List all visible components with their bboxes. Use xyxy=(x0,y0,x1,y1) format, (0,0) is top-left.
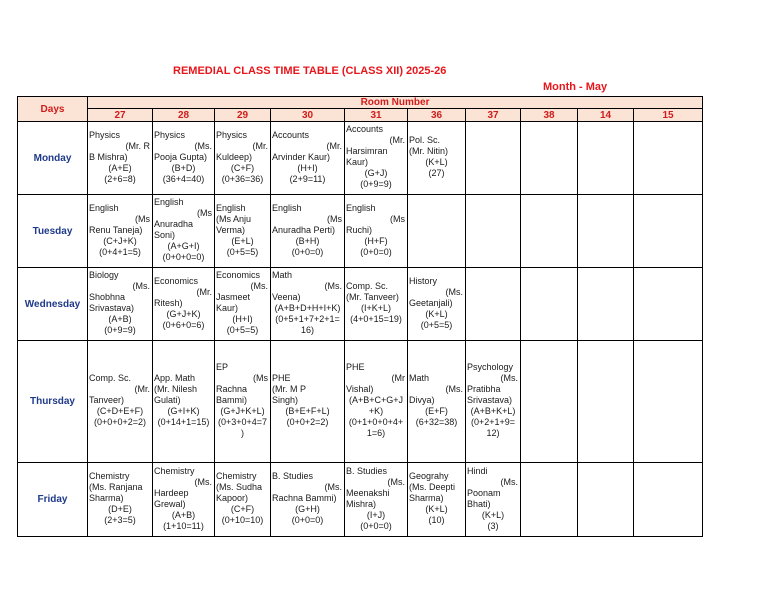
slot-line: (G+H) xyxy=(295,504,320,514)
slot-line: Pol. Sc. xyxy=(409,135,441,145)
slot-line: Divya) xyxy=(409,395,435,405)
slot-line: (Mr. xyxy=(134,384,150,394)
slot-line: English xyxy=(346,203,376,213)
slot-line: Harsimran xyxy=(346,146,388,156)
slot-line: (0+5=5) xyxy=(226,247,259,257)
slot-thursday-room-29 xyxy=(215,341,271,463)
slot-line: (C+F) xyxy=(230,504,255,514)
slot-wednesday-room-29 xyxy=(215,268,271,341)
slot-line: (A+E) xyxy=(108,163,132,173)
row-thursday xyxy=(18,341,703,463)
slot-line: (0+5=5) xyxy=(226,325,259,335)
slot-line: Geetanjali) xyxy=(409,298,453,308)
slot-line: B Mishra) xyxy=(89,152,128,162)
slot-line: (0+9=9) xyxy=(104,325,136,335)
slot-line: (2+6=8) xyxy=(104,174,136,184)
slot-line: B. Studies xyxy=(346,466,388,476)
slot-line: (Ms. xyxy=(250,281,268,291)
room-number-28: 28 xyxy=(153,109,215,122)
slot-line: History xyxy=(409,276,438,286)
slot-line: (Ms. xyxy=(500,477,518,487)
slot-thursday-room-15 xyxy=(634,341,703,463)
slot-line: (Ms. xyxy=(387,477,405,487)
slot-line: Veena) xyxy=(272,292,301,302)
slot-line: (B+E+F+L) xyxy=(285,406,330,416)
slot-friday-room-27 xyxy=(88,463,153,537)
room-number-37: 37 xyxy=(466,109,521,122)
day-thursday: Thursday xyxy=(18,341,88,463)
row-tuesday xyxy=(18,195,703,268)
slot-line: PHE xyxy=(272,373,291,383)
slot-wednesday-room-31 xyxy=(345,268,408,341)
slot-line: Bammi) xyxy=(216,395,247,405)
slot-monday-room-30 xyxy=(271,122,345,195)
slot-line: (A+B) xyxy=(108,314,132,324)
slot-line: (C+F) xyxy=(230,163,255,173)
slot-line: Rachna Bammi) xyxy=(272,493,337,503)
slot-line: (Mr. xyxy=(196,287,212,297)
slot-line: (4+0+15=19) xyxy=(350,314,402,324)
slot-monday-room-14 xyxy=(578,122,634,195)
slot-line: Psychology xyxy=(467,362,514,372)
slot-line: Anuradha xyxy=(154,219,194,229)
slot-line: (Mr. Tanveer) xyxy=(346,292,399,302)
days-header: Days xyxy=(18,97,88,122)
slot-line: Anuradha Perti) xyxy=(272,225,336,235)
slot-line: (Ms. xyxy=(324,482,342,492)
slot-thursday-room-36 xyxy=(408,341,466,463)
slot-line: (E+F) xyxy=(425,406,448,416)
slot-line: Hindi xyxy=(467,466,488,476)
slot-line: (0+6+0=6) xyxy=(162,320,205,330)
slot-line: (0+0+2=2) xyxy=(286,417,329,427)
slot-line: (Mr. xyxy=(252,141,268,151)
slot-line: Economics xyxy=(154,276,199,286)
slot-line: (B+H) xyxy=(295,236,320,246)
slot-friday-room-38 xyxy=(521,463,578,537)
slot-line: Math xyxy=(272,270,293,280)
slot-line: Biology xyxy=(89,270,119,280)
slot-line: Poonam xyxy=(467,488,501,498)
slot-line: B. Studies xyxy=(272,471,314,481)
slot-wednesday-room-15 xyxy=(634,268,703,341)
slot-line: 1=6) xyxy=(366,428,386,438)
slot-line: Tanveer) xyxy=(89,395,125,405)
slot-thursday-room-37 xyxy=(466,341,521,463)
slot-tuesday-room-28 xyxy=(153,195,215,268)
month-label: Month - May xyxy=(543,81,608,93)
slot-monday-room-29 xyxy=(215,122,271,195)
slot-line: Comp. Sc. xyxy=(346,281,389,291)
slot-line: (H+I) xyxy=(232,314,253,324)
slot-line: (0+10=10) xyxy=(221,515,264,525)
slot-line: English xyxy=(216,203,246,213)
slot-line: (Mr. Nilesh xyxy=(154,384,198,394)
slot-line: Srivastava) xyxy=(89,303,135,313)
slot-tuesday-room-37 xyxy=(466,195,521,268)
slot-line: (Ms xyxy=(390,214,405,224)
day-tuesday: Tuesday xyxy=(18,195,88,268)
slot-line: (Mr xyxy=(391,373,405,383)
slot-friday-room-29 xyxy=(215,463,271,537)
slot-monday-room-38 xyxy=(521,122,578,195)
slot-line: +K) xyxy=(368,406,384,416)
slot-line: Physics xyxy=(154,130,186,140)
slot-line: (D+E) xyxy=(108,504,132,514)
slot-line: (0+36=36) xyxy=(221,174,264,184)
slot-line: Hardeep xyxy=(154,488,189,498)
slot-line: (6+32=38) xyxy=(415,417,458,427)
slot-line: Geograhy xyxy=(409,471,449,481)
slot-line: (G+J+K) xyxy=(166,309,201,319)
slot-thursday-room-38 xyxy=(521,341,578,463)
slot-line: (Ms xyxy=(135,214,150,224)
slot-tuesday-room-31 xyxy=(345,195,408,268)
slot-friday-room-28 xyxy=(153,463,215,537)
slot-line: Accounts xyxy=(272,130,310,140)
slot-line: App. Math xyxy=(154,373,196,383)
slot-line: (3) xyxy=(487,521,499,531)
slot-line: (0+4+1=5) xyxy=(99,247,141,257)
slot-wednesday-room-27 xyxy=(88,268,153,341)
slot-line: (Ms. xyxy=(445,384,463,394)
slot-thursday-room-14 xyxy=(578,341,634,463)
slot-line: (Ms xyxy=(253,373,268,383)
slot-line: (0+3+0+4=7 xyxy=(217,417,268,427)
slot-line: Chemistry xyxy=(89,471,130,481)
slot-line: (0+9=9) xyxy=(360,179,392,189)
room-number-header: Room Number xyxy=(88,97,703,109)
slot-line: Kaur) xyxy=(216,303,239,313)
slot-line: (Ms xyxy=(197,208,212,218)
slot-wednesday-room-30 xyxy=(271,268,345,341)
slot-line: (A+B+C+G+J xyxy=(348,395,404,405)
room-number-36: 36 xyxy=(408,109,466,122)
slot-line: Shobhna xyxy=(89,292,126,302)
slot-tuesday-room-30 xyxy=(271,195,345,268)
slot-line: Singh) xyxy=(272,395,299,405)
slot-line: Accounts xyxy=(346,124,384,134)
slot-line: (Ms. Deepti xyxy=(409,482,456,492)
room-number-38: 38 xyxy=(521,109,578,122)
room-number-27: 27 xyxy=(88,109,153,122)
slot-line: Grewal) xyxy=(154,499,186,509)
slot-line: (36+4=40) xyxy=(162,174,205,184)
slot-line: (G+I+K) xyxy=(167,406,200,416)
slot-line: (Ms. Ranjana xyxy=(89,482,143,492)
slot-tuesday-room-27 xyxy=(88,195,153,268)
room-number-14: 14 xyxy=(578,109,634,122)
slot-line: (G+J) xyxy=(364,168,388,178)
slot-thursday-room-28 xyxy=(153,341,215,463)
slot-line: Rachna xyxy=(216,384,248,394)
slot-line: (Mr. xyxy=(326,141,342,151)
slot-line: (0+0=0) xyxy=(291,247,324,257)
slot-line: Kuldeep) xyxy=(216,152,253,162)
slot-line: (H+F) xyxy=(364,236,388,246)
slot-thursday-room-27 xyxy=(88,341,153,463)
slot-line: (I+J) xyxy=(366,510,386,520)
slot-line: (Mr. M P xyxy=(272,384,306,394)
slot-line: English xyxy=(272,203,302,213)
slot-line: (Ms xyxy=(327,214,342,224)
timetable xyxy=(17,96,703,537)
slot-line: (Ms. xyxy=(194,141,212,151)
slot-line: Chemistry xyxy=(154,466,195,476)
slot-friday-room-14 xyxy=(578,463,634,537)
slot-line: (K+L) xyxy=(425,157,448,167)
slot-line: (0+0+0=0) xyxy=(162,252,205,262)
slot-friday-room-30 xyxy=(271,463,345,537)
slot-line: (K+L) xyxy=(425,309,448,319)
slot-friday-room-31 xyxy=(345,463,408,537)
slot-tuesday-room-36 xyxy=(408,195,466,268)
slot-line: (Ms. xyxy=(500,373,518,383)
slot-monday-room-28 xyxy=(153,122,215,195)
slot-line: (Ms. xyxy=(445,287,463,297)
slot-wednesday-room-28 xyxy=(153,268,215,341)
slot-line: Sharma) xyxy=(89,493,124,503)
slot-line: (0+14+1=15) xyxy=(157,417,210,427)
slot-monday-room-15 xyxy=(634,122,703,195)
slot-line: Vishal) xyxy=(346,384,374,394)
slot-line: Math xyxy=(409,373,430,383)
slot-thursday-room-30 xyxy=(271,341,345,463)
slot-line: English xyxy=(89,203,119,213)
slot-line: Pooja Gupta) xyxy=(154,152,208,162)
slot-line: (0+0=0) xyxy=(360,247,392,257)
slot-line: (I+K+L) xyxy=(360,303,391,313)
slot-monday-room-37 xyxy=(466,122,521,195)
slot-line: Gulati) xyxy=(154,395,181,405)
slot-line: Pratibha xyxy=(467,384,501,394)
room-number-29: 29 xyxy=(215,109,271,122)
slot-wednesday-room-36 xyxy=(408,268,466,341)
slot-line: (Mr. R xyxy=(125,141,150,151)
slot-line: English xyxy=(154,197,184,207)
slot-line: (Ms Anju xyxy=(216,214,252,224)
slot-line: (K+L) xyxy=(425,504,448,514)
slot-line: (K+L) xyxy=(481,510,505,520)
slot-line: (A+G+I) xyxy=(167,241,200,251)
slot-line: ) xyxy=(241,428,244,438)
slot-line: Verma) xyxy=(216,225,246,235)
slot-line: (G+J+K+L) xyxy=(220,406,265,416)
slot-thursday-room-31 xyxy=(345,341,408,463)
slot-line: Ritesh) xyxy=(154,298,183,308)
slot-line: EP xyxy=(216,362,229,372)
slot-wednesday-room-38 xyxy=(521,268,578,341)
slot-line: (C+D+E+F) xyxy=(96,406,144,416)
slot-line: Economics xyxy=(216,270,261,280)
row-monday xyxy=(18,122,703,195)
slot-line: (0+0=0) xyxy=(360,521,392,531)
slot-line: (Ms. xyxy=(132,281,150,291)
slot-wednesday-room-37 xyxy=(466,268,521,341)
slot-line: Physics xyxy=(216,130,248,140)
slot-line: Kaur) xyxy=(346,157,369,167)
slot-line: Physics xyxy=(89,130,121,140)
slot-tuesday-room-14 xyxy=(578,195,634,268)
slot-line: (C+J+K) xyxy=(103,236,137,246)
slot-line: (0+5+1+7+2+1= xyxy=(275,314,340,324)
slot-line: Bhati) xyxy=(467,499,491,509)
slot-line: (1+10=11) xyxy=(163,521,204,531)
slot-line: Srivastava) xyxy=(467,395,513,405)
slot-line: Mishra) xyxy=(346,499,377,509)
slot-line: (Ms. xyxy=(324,281,342,291)
slot-line: 12) xyxy=(486,428,500,438)
slot-line: (0+1+0+0+4+ xyxy=(348,417,404,427)
slot-line: PHE xyxy=(346,362,365,372)
slot-line: (0+0=0) xyxy=(291,515,324,525)
row-friday xyxy=(18,463,703,537)
slot-line: (Mr. Nitin) xyxy=(409,146,448,156)
slot-line: (10) xyxy=(428,515,445,525)
slot-line: Soni) xyxy=(154,230,176,240)
day-friday: Friday xyxy=(18,463,88,537)
slot-line: (0+5=5) xyxy=(420,320,453,330)
slot-line: (2+3=5) xyxy=(104,515,136,525)
slot-friday-room-36 xyxy=(408,463,466,537)
slot-line: (H+I) xyxy=(297,163,318,173)
slot-line: (2+9=11) xyxy=(289,174,326,184)
slot-line: (B+D) xyxy=(171,163,196,173)
room-number-30: 30 xyxy=(271,109,345,122)
slot-line: (Ms. xyxy=(194,477,212,487)
slot-line: (27) xyxy=(428,168,445,178)
page-title: REMEDIAL CLASS TIME TABLE (CLASS XII) 2025-26 xyxy=(173,65,447,77)
room-number-15: 15 xyxy=(634,109,703,122)
day-monday: Monday xyxy=(18,122,88,195)
slot-line: (A+B) xyxy=(171,510,196,520)
slot-line: (A+B+D+H+I+K) xyxy=(274,303,341,313)
slot-tuesday-room-15 xyxy=(634,195,703,268)
slot-monday-room-31 xyxy=(345,122,408,195)
slot-line: Meenakshi xyxy=(346,488,390,498)
slot-friday-room-37 xyxy=(466,463,521,537)
slot-line: Comp. Sc. xyxy=(89,373,132,383)
slot-line: 16) xyxy=(300,325,314,335)
slot-line: (Ms. Sudha xyxy=(216,482,263,492)
slot-line: Kapoor) xyxy=(216,493,249,503)
slot-line: (0+0+0+2=2) xyxy=(93,417,147,427)
room-number-31: 31 xyxy=(345,109,408,122)
slot-tuesday-room-38 xyxy=(521,195,578,268)
slot-tuesday-room-29 xyxy=(215,195,271,268)
slot-line: Ruchi) xyxy=(346,225,373,235)
slot-friday-room-15 xyxy=(634,463,703,537)
slot-line: Jasmeet xyxy=(216,292,251,302)
slot-wednesday-room-14 xyxy=(578,268,634,341)
slot-monday-room-27 xyxy=(88,122,153,195)
slot-line: Renu Taneja) xyxy=(89,225,143,235)
slot-line: Chemistry xyxy=(216,471,257,481)
slot-line: Sharma) xyxy=(409,493,444,503)
slot-line: (E+L) xyxy=(231,236,254,246)
slot-line: Arvinder Kaur) xyxy=(272,152,331,162)
slot-line: (Mr. xyxy=(389,135,405,145)
slot-line: (A+B+K+L) xyxy=(470,406,516,416)
slot-line: (0+2+1+9= xyxy=(470,417,516,427)
slot-monday-room-36 xyxy=(408,122,466,195)
day-wednesday: Wednesday xyxy=(18,268,88,341)
row-wednesday xyxy=(18,268,703,341)
